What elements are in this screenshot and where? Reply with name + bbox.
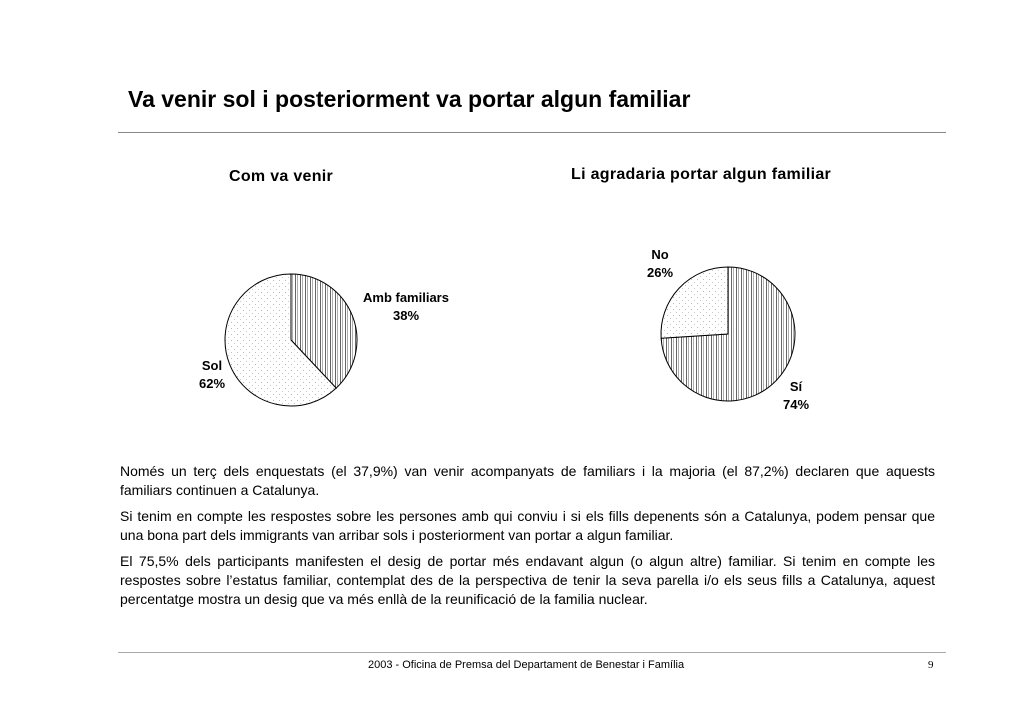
body-text: [120, 462, 935, 616]
chart-1-title: Com va venir: [229, 168, 334, 185]
chart-2-title: Li agradaria portar algun familiar: [571, 166, 832, 183]
slice-label-si: [774, 378, 818, 414]
slice-name: Sol: [201, 358, 223, 373]
paragraph: Si tenim en compte les respostes sobre les persones amb qui conviu i si els fills depenents són a Catalunya, podem pensar que una bona part dels immigrants van arribar sols i posteriorment van portar a algun familiar.: [120, 508, 935, 543]
paragraph: Només un terç dels enquestats (el 37,9%) van venir acompanyats de familiars i la majoria (el 87,2%) declaren que aquests familiars continuen a Catalunya.: [120, 463, 935, 498]
title-divider: [118, 132, 946, 133]
slice-name: Sí: [789, 379, 803, 394]
slice-name: No: [651, 247, 669, 262]
slice-value: 26%: [646, 265, 674, 280]
pie-chart-com-va-venir: [224, 273, 358, 407]
slice-value: 74%: [782, 397, 810, 412]
page-number: 9: [928, 659, 934, 671]
page-title: Va venir sol i posteriorment va portar algun familiar: [128, 86, 691, 112]
slice-label-sol: [190, 357, 234, 393]
slice-label-no: [638, 246, 682, 282]
footer-text: 2003 - Oficina de Premsa del Departament de Benestar i Família: [368, 659, 685, 671]
footer-divider: [118, 652, 946, 653]
paragraph: El 75,5% dels participants manifesten el desig de portar més endavant algun (o algun altre) familiar. Si tenim en compte les respostes sobre l’estatus familiar, contemplat des de la perspectiva de tenir la seva parella i/o els seus fills a Catalunya, aquest percentatge mostra un desig que va més enllà de la reunificació de la familia nuclear.: [120, 553, 935, 607]
slice-label-amb-familiars: [350, 289, 462, 325]
slice-value: 62%: [198, 376, 226, 391]
slice-name: Amb familiars: [363, 290, 449, 305]
slice-value: 38%: [392, 308, 420, 323]
